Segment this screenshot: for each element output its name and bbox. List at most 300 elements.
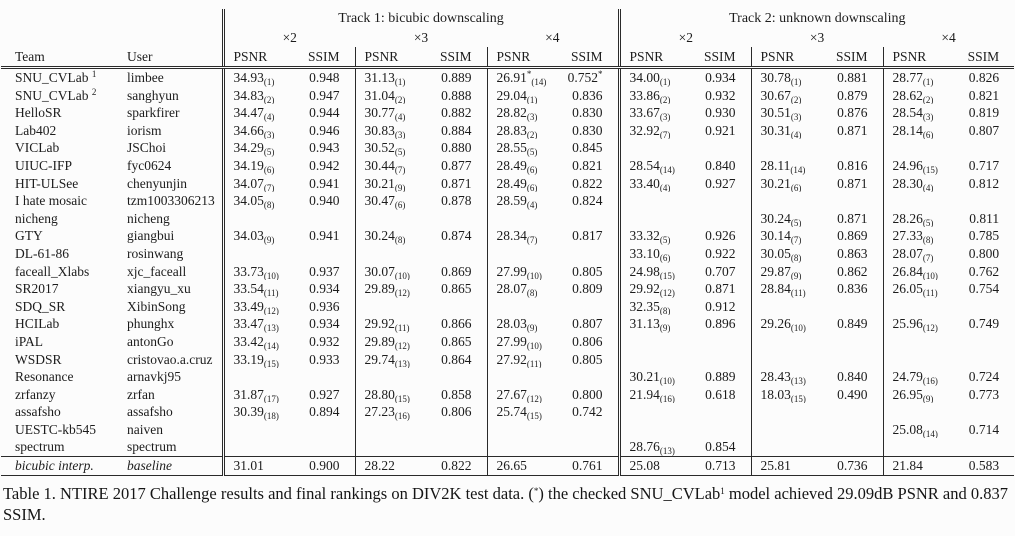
ssim-cell (820, 139, 883, 157)
psnr-cell: $18.03_{(15)}$ (751, 386, 820, 404)
table-row (1, 139, 1014, 157)
ssim-cell: 0.752* (567, 69, 603, 85)
ssim-cell (952, 192, 1014, 210)
psnr-cell: $30.51_{(3)}$ (751, 104, 820, 122)
ssim-cell: 0.865 (441, 333, 472, 349)
psnr-cell: $30.67_{(2)}$ (751, 87, 820, 105)
table-caption: Table 1. NTIRE 2017 Challenge results and final rankings on DIV2K test data. (*) the checked SNU_CVLab$^1$ model achieved 29.09dB PSNR and 0.837 SSIM. (3, 483, 1008, 525)
ssim-cell: 0.871 (837, 175, 868, 191)
ssim-cell: 0.932 (309, 333, 340, 349)
psnr-cell: $28.43_{(13)}$ (751, 368, 820, 386)
ssim-cell (424, 368, 487, 386)
ssim-cell: 0.871 (837, 210, 868, 226)
table-row (1, 157, 1014, 175)
psnr-cell: $34.29_{(5)}$ (223, 139, 292, 157)
ssim-cell (292, 421, 355, 439)
psnr-cell: $33.73_{(10)}$ (223, 263, 292, 281)
psnr-cell: $30.05_{(8)}$ (751, 245, 820, 263)
ssim-cell (424, 438, 487, 456)
ssim-cell: 0.869 (441, 263, 472, 279)
psnr-cell: 25.08 (619, 457, 688, 476)
team-cell: faceall_Xlabs (15, 263, 90, 279)
team-cell: SNU_CVLab $^1$ (15, 69, 97, 85)
table-row (1, 315, 1014, 333)
psnr-cell: $27.67_{(12)}$ (487, 386, 556, 404)
ssim-cell: 0.822 (572, 175, 603, 191)
ssim-cell (556, 210, 619, 228)
user-cell: xiangyu_xu (127, 281, 191, 297)
psnr-cell: $30.31_{(4)}$ (751, 122, 820, 140)
user-cell: XibinSong (127, 298, 186, 314)
track1-title: Track 1: bicubic downscaling (223, 9, 619, 29)
psnr-cell: $33.42_{(14)}$ (223, 333, 292, 351)
psnr-column-header: PSNR (223, 47, 292, 68)
psnr-cell (751, 438, 820, 456)
ssim-cell: 0.806 (572, 333, 603, 349)
psnr-cell: $28.26_{(5)}$ (883, 210, 952, 228)
user-cell: spectrum (127, 439, 177, 455)
ssim-cell: 0.900 (292, 457, 355, 476)
user-cell: phunghx (127, 316, 175, 332)
user-column-header: User (123, 47, 223, 68)
ssim-cell: 0.921 (705, 122, 736, 138)
psnr-column-header: PSNR (487, 47, 556, 68)
psnr-cell: $34.00_{(1)}$ (619, 68, 688, 87)
psnr-cell: $30.21_{(9)}$ (355, 175, 424, 193)
ssim-cell: 0.836 (572, 87, 603, 103)
psnr-cell: $34.07_{(7)}$ (223, 175, 292, 193)
ssim-cell: 0.896 (705, 316, 736, 332)
ssim-cell: 0.836 (837, 281, 868, 297)
ssim-cell: 0.800 (968, 245, 1000, 261)
scale-header-row (1, 29, 1014, 47)
table-row (1, 210, 1014, 228)
table-row (1, 421, 1014, 439)
psnr-cell: $28.11_{(14)}$ (751, 157, 820, 175)
team-cell: GTY (15, 228, 43, 244)
ssim-cell: 0.830 (572, 105, 603, 121)
ssim-cell: 0.618 (705, 386, 736, 402)
psnr-cell: $30.78_{(1)}$ (751, 68, 820, 87)
team-cell: HCILab (15, 316, 60, 332)
ssim-cell: 0.724 (968, 369, 1000, 385)
psnr-cell: $28.82_{(3)}$ (487, 104, 556, 122)
ssim-cell: 0.937 (309, 263, 340, 279)
table-row (1, 263, 1014, 281)
table-row (1, 87, 1014, 105)
ssim-cell (820, 438, 883, 456)
psnr-cell: $28.59_{(4)}$ (487, 192, 556, 210)
psnr-cell: $24.79_{(16)}$ (883, 368, 952, 386)
psnr-cell: 31.01 (223, 457, 292, 476)
ssim-cell (688, 210, 751, 228)
ssim-cell: 0.805 (572, 351, 603, 367)
ssim-cell: 0.785 (968, 228, 1000, 244)
ssim-cell: 0.946 (309, 122, 340, 138)
psnr-cell: $29.92_{(12)}$ (619, 280, 688, 298)
psnr-cell: $33.40_{(4)}$ (619, 175, 688, 193)
team-cell: assafsho (15, 404, 61, 420)
psnr-cell (487, 210, 556, 228)
psnr-cell (619, 139, 688, 157)
ssim-cell: 0.933 (309, 351, 340, 367)
ssim-cell (820, 333, 883, 351)
ssim-cell: 0.889 (705, 369, 736, 385)
psnr-cell: $28.07_{(8)}$ (487, 280, 556, 298)
psnr-cell: $26.84_{(10)}$ (883, 263, 952, 281)
team-cell: HIT-ULSee (15, 175, 79, 191)
ssim-cell: 0.807 (572, 316, 603, 332)
team-cell: VICLab (15, 140, 60, 156)
ssim-cell: 0.932 (705, 87, 736, 103)
ssim-cell: 0.934 (705, 70, 736, 85)
psnr-cell: $28.84_{(11)}$ (751, 280, 820, 298)
ssim-cell (556, 298, 619, 316)
ssim-cell (820, 403, 883, 421)
psnr-column-header: PSNR (751, 47, 820, 68)
ssim-cell: 0.849 (837, 316, 868, 332)
psnr-cell: $26.95_{(9)}$ (883, 386, 952, 404)
psnr-cell (751, 351, 820, 369)
psnr-cell (355, 298, 424, 316)
psnr-cell: $21.94_{(16)}$ (619, 386, 688, 404)
user-cell: nicheng (127, 210, 170, 226)
psnr-cell (223, 438, 292, 456)
ssim-cell: 0.888 (441, 87, 472, 103)
psnr-cell: $34.83_{(2)}$ (223, 87, 292, 105)
psnr-cell: $30.14_{(7)}$ (751, 227, 820, 245)
psnr-cell (487, 438, 556, 456)
psnr-cell: $31.87_{(17)}$ (223, 386, 292, 404)
ssim-cell: 0.742 (572, 404, 603, 420)
psnr-cell: $33.32_{(5)}$ (619, 227, 688, 245)
psnr-cell (619, 210, 688, 228)
ssim-cell: 0.583 (952, 457, 1014, 476)
psnr-cell: $29.92_{(11)}$ (355, 315, 424, 333)
ssim-cell (556, 368, 619, 386)
team-cell: bicubic interp. (1, 457, 123, 476)
ssim-cell: 0.934 (309, 281, 340, 297)
psnr-cell (223, 210, 292, 228)
ssim-cell: 0.807 (968, 122, 1000, 138)
table-row (1, 175, 1014, 193)
ssim-cell: 0.871 (837, 122, 868, 138)
psnr-column-header: PSNR (355, 47, 424, 68)
ssim-cell: 0.805 (572, 263, 603, 279)
ssim-cell: 0.824 (572, 193, 603, 209)
team-cell: iPAL (15, 333, 44, 349)
ssim-cell: 0.717 (968, 157, 1000, 173)
team-cell: SR2017 (15, 281, 59, 297)
psnr-cell: $29.87_{(9)}$ (751, 263, 820, 281)
ssim-cell: 0.879 (837, 87, 868, 103)
track2-title: Track 2: unknown downscaling (619, 9, 1014, 29)
scale-label-t2x2: ×2 (619, 29, 751, 47)
psnr-cell (487, 421, 556, 439)
ssim-cell: 0.773 (968, 386, 1000, 402)
psnr-cell: $30.07_{(10)}$ (355, 263, 424, 281)
psnr-cell: $34.03_{(9)}$ (223, 227, 292, 245)
ssim-cell: 0.817 (572, 228, 603, 244)
psnr-cell (487, 245, 556, 263)
ssim-cell: 0.922 (705, 245, 736, 261)
ssim-cell (424, 421, 487, 439)
table-row (1, 351, 1014, 369)
psnr-cell (751, 421, 820, 439)
table-row (1, 333, 1014, 351)
psnr-cell: $30.21_{(6)}$ (751, 175, 820, 193)
ssim-cell: 0.880 (441, 140, 472, 156)
ssim-cell: 0.871 (705, 281, 736, 297)
metric-header-row (1, 47, 1014, 68)
ssim-cell: 0.800 (572, 386, 603, 402)
psnr-cell: $30.47_{(6)}$ (355, 192, 424, 210)
psnr-cell (223, 245, 292, 263)
psnr-cell: $29.26_{(10)}$ (751, 315, 820, 333)
ssim-cell: 0.749 (968, 316, 1000, 332)
table-body (1, 68, 1014, 476)
psnr-cell: $33.67_{(3)}$ (619, 104, 688, 122)
ssim-cell (292, 245, 355, 263)
psnr-cell (355, 245, 424, 263)
psnr-cell (619, 421, 688, 439)
psnr-cell: $25.74_{(15)}$ (487, 403, 556, 421)
ssim-cell: 0.878 (441, 193, 472, 209)
ssim-cell: 0.830 (572, 122, 603, 138)
psnr-cell: 21.84 (883, 457, 952, 476)
psnr-cell (487, 368, 556, 386)
ssim-cell: 0.881 (837, 70, 868, 85)
ssim-cell: 0.941 (309, 228, 340, 244)
ssim-cell: 0.942 (309, 157, 340, 173)
psnr-cell: $33.19_{(15)}$ (223, 351, 292, 369)
psnr-cell: $27.99_{(10)}$ (487, 333, 556, 351)
scale-label-t1x2: ×2 (223, 29, 355, 47)
ssim-cell (952, 333, 1014, 351)
ssim-cell: 0.713 (688, 457, 751, 476)
psnr-cell: $29.74_{(13)}$ (355, 351, 424, 369)
psnr-cell: $28.55_{(5)}$ (487, 139, 556, 157)
ssim-cell (688, 192, 751, 210)
psnr-cell (883, 139, 952, 157)
ssim-cell: 0.940 (309, 193, 340, 209)
table-row (1, 104, 1014, 122)
psnr-cell: $29.04_{(1)}$ (487, 87, 556, 105)
psnr-cell: $28.07_{(7)}$ (883, 245, 952, 263)
ssim-cell: 0.811 (969, 210, 1000, 226)
user-cell: fyc0624 (127, 157, 172, 173)
psnr-cell: $27.23_{(16)}$ (355, 403, 424, 421)
psnr-cell: $28.34_{(7)}$ (487, 227, 556, 245)
psnr-cell (883, 298, 952, 316)
psnr-cell: $30.39_{(18)}$ (223, 403, 292, 421)
psnr-cell: $34.93_{(1)}$ (223, 68, 292, 87)
team-cell: SNU_CVLab $^2$ (15, 86, 97, 103)
ssim-cell: 0.926 (705, 228, 736, 244)
team-cell: SDQ_SR (15, 298, 66, 314)
psnr-cell: $34.19_{(6)}$ (223, 157, 292, 175)
user-cell: assafsho (127, 404, 173, 420)
psnr-cell (883, 438, 952, 456)
ssim-cell: 0.936 (309, 298, 340, 314)
user-cell: antonGo (127, 333, 174, 349)
ssim-cell (820, 192, 883, 210)
psnr-cell (355, 421, 424, 439)
ssim-cell: 0.707 (705, 263, 736, 279)
ssim-cell: 0.866 (441, 316, 472, 332)
ssim-cell (688, 333, 751, 351)
psnr-cell: $29.89_{(12)}$ (355, 280, 424, 298)
ssim-cell (820, 298, 883, 316)
ssim-cell: 0.884 (441, 122, 472, 138)
ssim-cell: 0.947 (309, 87, 340, 103)
psnr-cell: $28.49_{(6)}$ (487, 157, 556, 175)
table-row (1, 386, 1014, 404)
psnr-cell (355, 368, 424, 386)
ssim-cell (556, 438, 619, 456)
ssim-cell: 0.754 (968, 281, 1000, 297)
user-cell: JSChoi (127, 140, 167, 156)
ssim-cell: 0.761 (556, 457, 619, 476)
psnr-cell: $28.62_{(2)}$ (883, 87, 952, 105)
ssim-cell (820, 421, 883, 439)
results-table (1, 9, 1014, 476)
ssim-cell: 0.930 (705, 105, 736, 121)
psnr-cell: $25.08_{(14)}$ (883, 421, 952, 439)
psnr-cell: $25.96_{(12)}$ (883, 315, 952, 333)
user-cell: sparkfirer (127, 105, 180, 121)
ssim-cell (424, 210, 487, 228)
user-cell: arnavkj95 (127, 369, 181, 385)
ssim-cell: 0.840 (705, 157, 736, 173)
ssim-cell: 0.874 (441, 228, 472, 244)
psnr-cell: $30.83_{(3)}$ (355, 122, 424, 140)
psnr-cell (883, 333, 952, 351)
psnr-cell: $30.24_{(8)}$ (355, 227, 424, 245)
psnr-cell: $30.21_{(10)}$ (619, 368, 688, 386)
team-cell: zrfanzy (15, 386, 56, 402)
user-cell: iorism (127, 122, 162, 138)
user-cell: cristovao.a.cruz (127, 351, 213, 367)
psnr-cell (487, 298, 556, 316)
ssim-cell (424, 245, 487, 263)
ssim-cell: 0.858 (441, 386, 472, 402)
psnr-cell: $31.13_{(9)}$ (619, 315, 688, 333)
psnr-cell: $28.49_{(6)}$ (487, 175, 556, 193)
user-cell: limbee (127, 70, 164, 85)
team-cell: DL-61-86 (15, 245, 69, 261)
ssim-column-header: SSIM (556, 47, 619, 68)
psnr-cell: $32.92_{(7)}$ (619, 122, 688, 140)
ssim-cell: 0.819 (968, 105, 1000, 121)
ssim-cell: 0.863 (837, 245, 868, 261)
psnr-cell: $26.91^*_{(14)}$ (487, 68, 556, 87)
scale-label-t2x4: ×4 (941, 30, 956, 45)
team-cell: UESTC-kb545 (15, 421, 96, 437)
ssim-cell: 0.876 (837, 105, 868, 121)
psnr-cell: $30.77_{(4)}$ (355, 104, 424, 122)
table-row (1, 192, 1014, 210)
psnr-cell (883, 351, 952, 369)
ssim-cell (688, 351, 751, 369)
ssim-cell (820, 351, 883, 369)
psnr-cell: $24.96_{(15)}$ (883, 157, 952, 175)
psnr-cell: $28.54_{(14)}$ (619, 157, 688, 175)
psnr-cell: 25.81 (751, 457, 820, 476)
ssim-cell: 0.869 (837, 228, 868, 244)
ssim-column-header: SSIM (952, 47, 1014, 68)
psnr-cell (355, 210, 424, 228)
psnr-cell: 26.65 (487, 457, 556, 476)
ssim-cell (952, 438, 1014, 456)
psnr-cell (223, 368, 292, 386)
psnr-cell (223, 421, 292, 439)
ssim-cell: 0.490 (837, 386, 868, 402)
table-row (1, 298, 1014, 316)
psnr-cell (751, 403, 820, 421)
psnr-cell (619, 351, 688, 369)
psnr-cell (751, 192, 820, 210)
psnr-cell (883, 403, 952, 421)
psnr-cell: $33.86_{(2)}$ (619, 87, 688, 105)
team-cell: I hate mosaic (15, 193, 87, 209)
ssim-cell: 0.927 (309, 386, 340, 402)
psnr-cell (619, 403, 688, 421)
ssim-cell: 0.840 (837, 369, 868, 385)
psnr-cell: 28.22 (355, 457, 424, 476)
ssim-cell (292, 368, 355, 386)
psnr-cell: $28.76_{(13)}$ (619, 438, 688, 456)
ssim-cell: 0.877 (441, 157, 472, 173)
table-row (1, 122, 1014, 140)
team-cell: spectrum (15, 439, 65, 455)
user-cell: rosinwang (127, 245, 184, 261)
track-header-row (1, 9, 1014, 29)
psnr-cell: $28.77_{(1)}$ (883, 68, 952, 87)
table-row (1, 280, 1014, 298)
psnr-cell: $24.98_{(15)}$ (619, 263, 688, 281)
ssim-cell: 0.944 (309, 105, 340, 121)
psnr-cell: $27.92_{(11)}$ (487, 351, 556, 369)
ssim-cell (556, 421, 619, 439)
ssim-cell (424, 298, 487, 316)
ssim-cell: 0.826 (968, 70, 1000, 85)
team-cell: WSDSR (15, 351, 62, 367)
ssim-cell: 0.948 (309, 70, 340, 85)
ssim-cell: 0.862 (837, 263, 868, 279)
user-cell: tzm1003306213 (127, 193, 215, 209)
ssim-cell: 0.889 (441, 70, 472, 85)
psnr-cell: $30.44_{(7)}$ (355, 157, 424, 175)
psnr-cell (619, 333, 688, 351)
psnr-cell: $28.30_{(4)}$ (883, 175, 952, 193)
table-row (1, 438, 1014, 456)
psnr-cell: $27.33_{(8)}$ (883, 227, 952, 245)
table-row (1, 227, 1014, 245)
ssim-cell: 0.806 (441, 404, 472, 420)
team-cell: HelloSR (15, 105, 62, 121)
table-row (1, 457, 1014, 476)
psnr-column-header: PSNR (619, 47, 688, 68)
ssim-cell: 0.821 (572, 157, 603, 173)
psnr-column-header: PSNR (883, 47, 952, 68)
psnr-cell: $34.66_{(3)}$ (223, 122, 292, 140)
psnr-cell (883, 192, 952, 210)
scale-label-t1x4: ×4 (545, 30, 560, 45)
psnr-cell: $34.05_{(8)}$ (223, 192, 292, 210)
ssim-cell (688, 421, 751, 439)
ssim-cell (556, 245, 619, 263)
